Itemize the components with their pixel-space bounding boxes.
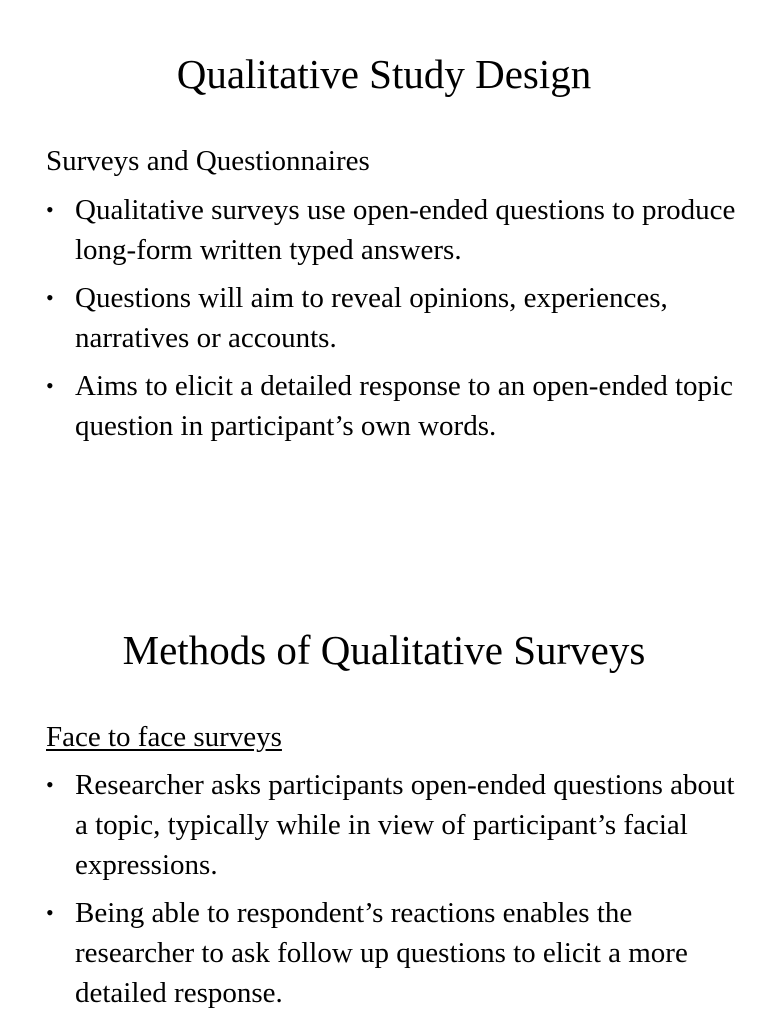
bullet-text: Questions will aim to reveal opinions, experiences, narratives or accounts. [75, 282, 668, 354]
bullet-icon: • [46, 197, 54, 222]
bullet-item [46, 190, 736, 270]
bullet-icon: • [46, 373, 54, 398]
slide-title: Methods of Qualitative Surveys [122, 627, 646, 673]
bullet-list [46, 765, 736, 1021]
bullet-icon: • [46, 772, 54, 797]
bullet-item [46, 765, 736, 885]
bullet-item [46, 278, 736, 358]
bullet-text: Aims to elicit a detailed response to an open-ended topic question in participant’s own words. [75, 370, 733, 442]
bullet-icon: • [46, 285, 54, 310]
bullet-text: Researcher asks participants open-ended questions about a topic, typically while in view of participant’s facial expressions. [75, 769, 735, 881]
slide-methods-of-qualitative-surveys [0, 600, 768, 1024]
bullet-item [46, 893, 736, 1013]
section-heading: Face to face surveys [46, 721, 282, 753]
bullet-item [46, 366, 736, 446]
slide-title: Qualitative Study Design [176, 51, 592, 97]
bullet-list [46, 190, 736, 454]
bullet-icon: • [46, 900, 54, 925]
bullet-text: Being able to respondent’s reactions enables the researcher to ask follow up questions to elicit a more detailed response. [75, 897, 688, 1009]
bullet-text: Qualitative surveys use open-ended questions to produce long-form written typed answers. [75, 194, 736, 266]
section-heading: Surveys and Questionnaires [46, 145, 370, 177]
